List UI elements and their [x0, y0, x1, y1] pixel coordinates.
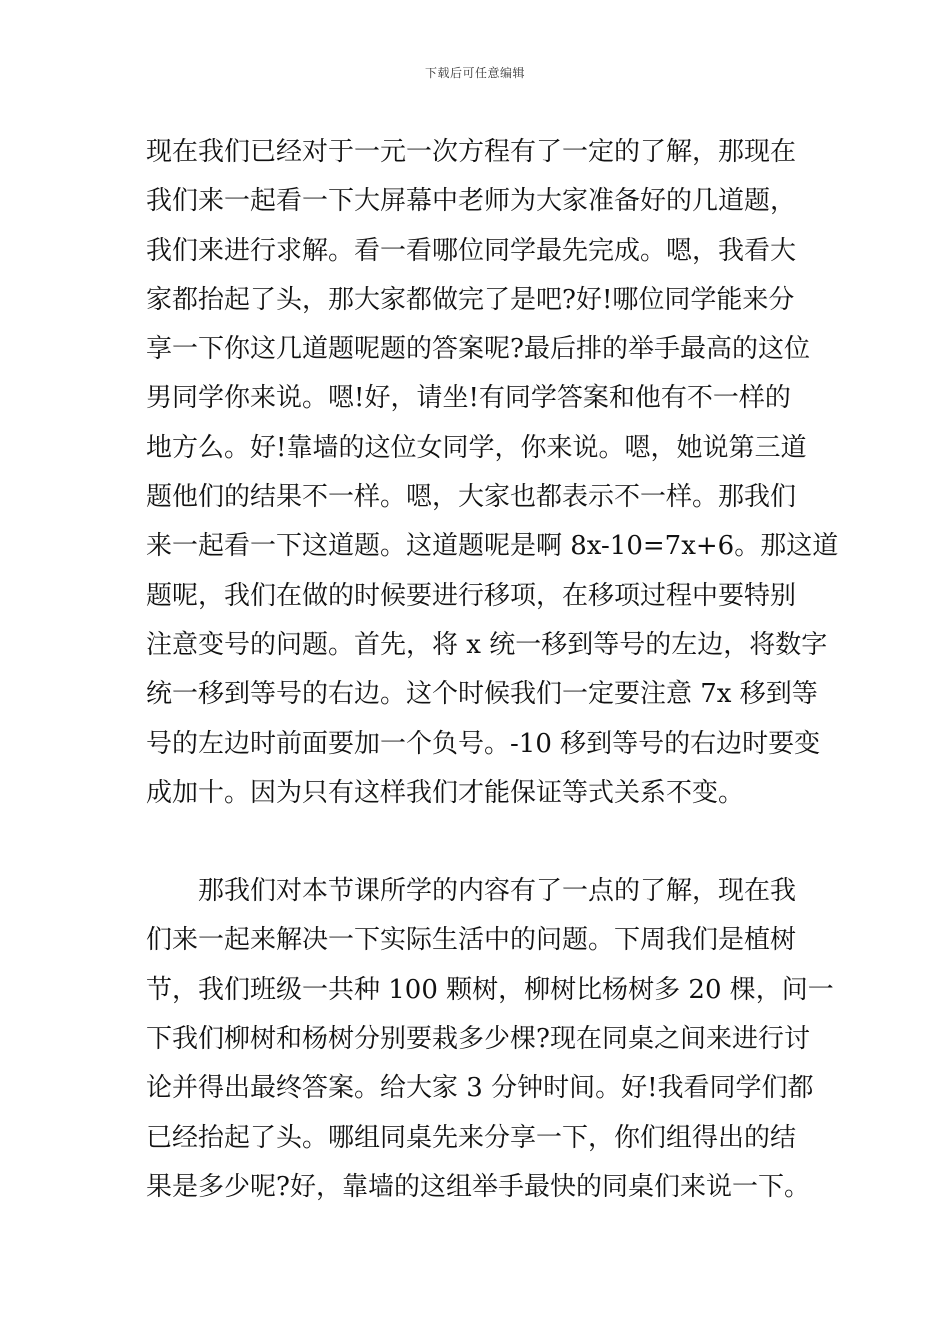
text-line: 我们来进行求解。看一看哪位同学最先完成。嗯，我看大: [146, 235, 797, 266]
text-line: 享一下你这几道题呢题的答案呢?最后排的举手最高的这位: [146, 334, 810, 365]
text-line: 现在我们已经对于一元一次方程有了一定的了解，那现在: [146, 137, 797, 167]
text-line: 节，我们班级一共种 100 颗树，柳树比杨树多 20 棵，问一: [146, 974, 834, 1005]
text-line: 已经抬起了头。哪组同桌先来分享一下，你们组得出的结: [146, 1122, 797, 1153]
paragraph-spacer: [146, 818, 810, 867]
paragraph-2: [146, 867, 834, 1212]
text-line: 论并得出最终答案。给大家 3 分钟时间。好!我看同学们都: [146, 1073, 814, 1104]
page-header: 下载后可任意编辑: [424, 66, 525, 80]
text-line: 我们来一起看一下大屏幕中老师为大家准备好的几道题，: [146, 186, 797, 217]
text-line: 题他们的结果不一样。嗯，大家也都表示不一样。那我们: [146, 482, 797, 513]
text-line: 男同学你来说。嗯!好，请坐!有同学答案和他有不一样的: [146, 383, 791, 414]
text-line: 下我们柳树和杨树分别要栽多少棵?现在同桌之间来进行讨: [146, 1024, 810, 1055]
text-line: 号的左边时前面要加一个负号。-10 移到等号的右边时要变: [146, 728, 821, 759]
text-line: 家都抬起了头，那大家都做完了是吧?好!哪位同学能来分: [146, 284, 795, 315]
paragraph-1: [146, 128, 839, 818]
document-body: [146, 128, 839, 1212]
text-line: 注意变号的问题。首先，将 x 统一移到等号的左边，将数字: [146, 629, 828, 660]
text-line: 们来一起来解决一下实际生活中的问题。下周我们是植树: [146, 925, 797, 956]
text-line: 题呢，我们在做的时候要进行移项，在移项过程中要特别: [146, 580, 797, 611]
text-line: 那我们对本节课所学的内容有了一点的了解，现在我: [198, 876, 797, 907]
text-line: 来一起看一下这道题。这道题呢是啊 8x-10=7x+6。那这道: [146, 531, 839, 562]
text-line: 果是多少呢?好，靠墙的这组举手最快的同桌们来说一下。: [146, 1171, 810, 1202]
text-line: 统一移到等号的右边。这个时候我们一定要注意 7x 移到等: [146, 679, 818, 710]
text-line: 成加十。因为只有这样我们才能保证等式关系不变。: [146, 777, 745, 808]
text-line: 地方么。好!靠墙的这位女同学，你来说。嗯，她说第三道: [146, 432, 807, 463]
